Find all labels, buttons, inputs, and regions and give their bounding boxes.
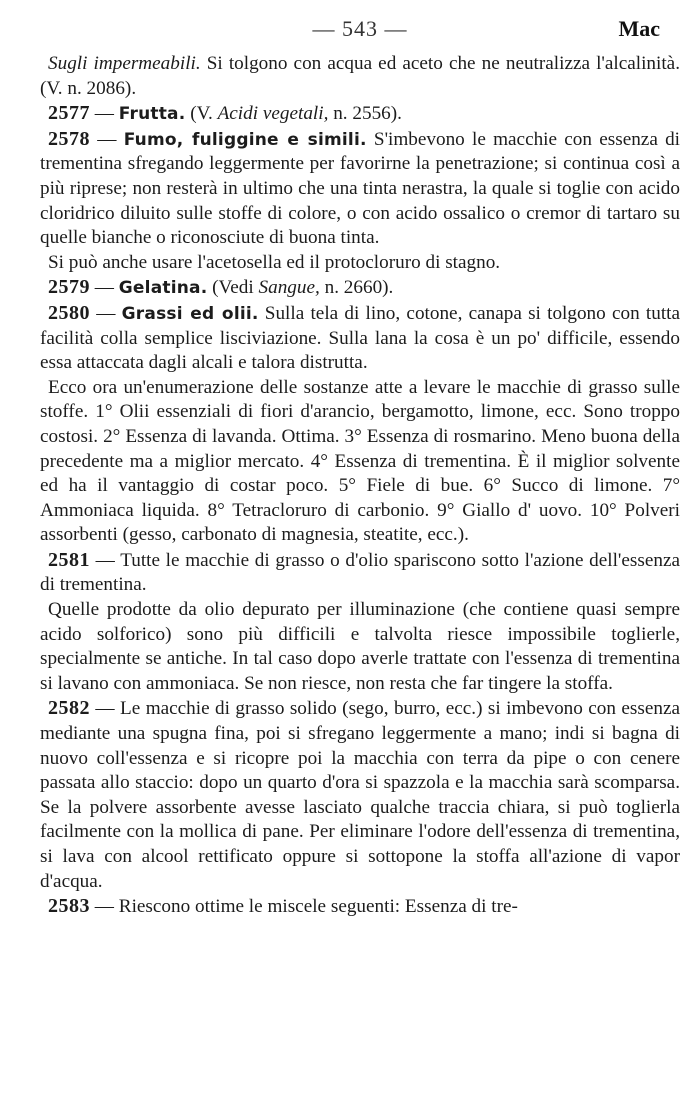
entry-dash: — [90,277,119,299]
page-body [40,52,680,920]
entry-heading: Grassi ed olii. [121,303,259,324]
entry-number: 2583 [48,895,90,918]
entry-number: 2580 [48,301,90,324]
entry-text: n. 2660). [319,277,394,299]
entry-number: 2582 [48,697,90,720]
entry-number: 2579 [48,276,90,299]
entry-2582 [40,696,680,894]
entry-text: (V. [185,103,218,125]
entry-2583 [40,894,680,920]
entry-heading: Gelatina. [118,278,208,299]
entry-number: 2581 [48,548,90,571]
entry-dash: — [90,698,121,720]
page-header [40,12,680,52]
entry-dash: — [90,103,119,125]
entry-text: (Vedi [207,277,259,299]
entry-2578 [40,127,680,251]
entry-text: Sulla tela di lino, cotone, canapa si tolgono con tutta facilità colla semplice lisciviazione. Sulla lana la cosa è un po' difficile, essendo essa attaccata dagli alcali e talora distrutta. [40,302,681,374]
entry-2580 [40,301,680,376]
paragraph-enumeration [40,376,680,548]
entry-text: Tutte le macchie di grasso o d'olio spariscono sotto l'azione dell'essenza di trementina. [40,549,680,596]
paragraph-text: Ecco ora un'enumerazione delle sostanze atte a levare le macchie di grasso sulle stoffe. 1° Olii essenziali di fiori d'arancio, bergamotto, limone, ecc. Sono troppo costosi. 2° Essenza di lavanda. Ottima. 3° Essenza di rosmarino. Meno buona della precedente ma a miglior mercato. 4° Essenza di trementina. È il miglior solvente ed ha il vantaggio di costar poco. 5° Fiele di bue. 6° Succo di limone. 7° Ammoniaca liquida. 8° Tetracloruro di carbonio. 9° Giallo d' uovo. 10° Polveri assorbenti (gesso, carbonato di magnesia, steatite, ecc.). [40,376,680,546]
entry-heading: Frutta. [118,104,186,125]
entry-number: 2578 [48,127,90,150]
italic-lead: Sugli impermeabili. [48,53,201,74]
entry-2577 [40,101,680,127]
entry-text: S'imbevono le macchie con essenza di trementina sfregando leggermente per favorirne la penetrazione; si continua così a più riprese; non resterà in ultimo che una tinta nerastra, la quale si toglie con acido cloridrico diluito sulle stoffe di colore, o con acido ossalico o cremor di tartaro su quelle bianche o riconosciute di buona tinta. [40,128,681,249]
book-page [40,12,680,920]
italic-ref: Sangue, [258,277,320,299]
italic-ref: Acidi vegetali, [217,103,329,125]
running-head: Mac [618,16,660,41]
entry-heading: Fumo, fuliggine e simili. [123,129,367,150]
entry-dash: — [90,549,121,571]
entry-2579 [40,275,680,301]
entry-2581 [40,548,680,598]
paragraph-acetosella [40,251,680,276]
entry-dash: — [90,302,122,324]
entry-number: 2577 [48,102,90,125]
paragraph-text: Si tolgono con acqua ed aceto che ne neutralizza l'alcalinità. (V. n. 2086). [40,53,680,99]
entry-text: Le macchie di grasso solido (sego, burro, ecc.) si imbevono con essenza mediante una spugna fina, poi si sfregano leggermente a mano; indi si bagna di nuovo coll'essenza e si ricopre poi la macchia con terra da pipe o con cenere passata allo staccio: dopo un quarto d'ora si spazzola e la macchia sarà scomparsa. Se la polvere assorbente avesse lasciato qualche traccia chiara, si può toglierla facilmente con la mollica di pane. Per eliminare l'odore dell'essenza di trementina, si lava con alcool rettificato oppure si sottopone la stoffa all'azione di vapor d'acqua. [40,698,680,892]
paragraph-olio-depurato [40,598,680,696]
entry-dash: — [90,896,119,918]
paragraph-text: Quelle prodotte da olio depurato per illuminazione (che contiene quasi sempre acido solforico) sono più difficili e talvolta riesce impossibile toglierle, specialmente se antiche. In tal caso dopo averle trattate con l'essenza di trementina si lavano con ammoniaca. Se non riesce, non resta che far tingere la stoffa. [40,599,680,694]
paragraph-impermeabili [40,52,680,101]
page-number: — 543 — [312,16,408,41]
paragraph-text: Si può anche usare l'acetosella ed il protocloruro di stagno. [48,251,501,273]
entry-text: n. 2556). [328,103,402,125]
entry-dash: — [90,128,124,150]
entry-text: Riescono ottime le miscele seguenti: Essenza di tre- [118,896,518,918]
